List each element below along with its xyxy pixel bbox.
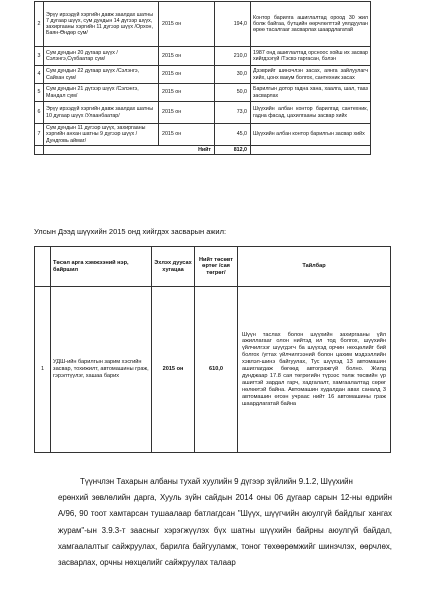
paragraph-rest: ерөнхий зөвлөлийн дарга, Хууль зүйн сайдын 2014 оны 06 дугаар сарын 12-ны өдрийн А/96, 90 тоот хамтарсан тушаалаар батлагдсан "Шүүх, шүүгчийн аюулгүй байдлыг хангах журам"-ын 3.9.3-т заасныг хэрэгжүүлэх бүх шатны шүүхийн байрны аюулгүй байдал, хамгаалалтыг сайжруулах, барилга байгууламж, тоног төхөөрөмжийг шинэчлэх, өөрчлөх, засварлах, орчны нөхцөлийг сайжруулах талаар [58,493,392,568]
header-project-name: Төсөл арга хэмжээний нэр, байршил [51,247,152,287]
project-note: Шүүн таслах болон шүүхийн захиргааны үйл ажиллагааг олон нийтэд ил тод болгох, шүүхийн үйлчилгээг шүүгдэгч ба шүүхэд орчин нөхцөлийг бий болгох /угтах үйлчилгээний болон цахим мэдээллийн хэвлэл-шинэ байгуулах, Тус шүүхэд 13 автомашин ашиглагдаж бөгөөд автогражгүй болно. Жилд дунджаар 17.8 сая төгрөгийн түрээс төлж төсвийн үр ашигтэй зардал гарч, хадгалалт, хамгаалалтад сөрөг нөлөөтэй байна. Автомашин худалдан авах саналд 3 автомашин өгсөн учраас нийт 16 автомашины граж шаардлагатай байна [238,287,391,453]
table-row [35,47,371,66]
row-number: 7 [35,124,44,146]
renovation-table [34,1,371,155]
amount: 30,0 [215,66,251,84]
project-period: 2015 он [152,287,195,453]
section-heading: Улсын Дээд шүүхийн 2015 онд хийгдэх засварын ажил: [34,227,227,236]
header-no [35,247,51,287]
organization: Сум дундын 20 дугаар шүүх /Сэлэнгэ,Сүхбаатар сум/ [44,47,159,66]
description: Дээврийг шинэчлэн засах, аянга зайлуулагч хийх, цонх вакум болгох, сантехник засах [251,66,371,84]
amount: 73,0 [215,102,251,124]
organization: Эрүү ирээдүй хэргийн давж заалдах шатны 7 дугаар шүүх, сум дундын 14 дүгээр шүүх, захиргааны хэргийн 11 дүгээр шүүх /Орхон, Баян-Өндөр сум/ [44,2,159,47]
paragraph-first-line: Түүнчлэн Тахарын албаны тухай хуулийн 9 дүгээр зүйлийн 9.1.2, Шүүхийн [80,477,353,486]
row-number: 1 [35,287,51,453]
row-number: 5 [35,84,44,102]
table-row [35,2,371,47]
organization: Сум дундын 11 дүгээр шүүх, захиргааны хэргийн анхан шатны 9 дүгээр шүүх /Дундговь аймаг/ [44,124,159,146]
description: Шүүхийн албан контор барилгын засвар хийх [251,124,371,146]
amount: 210,0 [215,47,251,66]
header-total-cost: Нийт төсөвт өртөг /сая төгрөг/ [195,247,238,287]
amount: 194,0 [215,2,251,47]
table-row [35,66,371,84]
year: 2015 он [159,66,215,84]
organization: Сум дундын 22 дугаар шүүх /Сэлэнгэ, Сайхан сум/ [44,66,159,84]
year: 2015 он [159,47,215,66]
header-start-end: Эхлэх дуусах хугацаа [152,247,195,287]
table-row [35,102,371,124]
amount: 45,0 [215,124,251,146]
description: 1987 онд ашиглалтад орсноос хойш их засвар хийгдээгүй /Тэсвэ гаргасан, бэлэн [251,47,371,66]
organization: Сум дундын 21 дүгээр шүүх /Сэлэнгэ, Мандал сум/ [44,84,159,102]
amount: 50,0 [215,84,251,102]
supreme-court-renovation-table [34,246,391,453]
total-empty [251,146,371,155]
table-row [35,124,371,146]
total-label: Нийт [44,146,215,155]
body-paragraph [58,474,392,571]
table-header-row [35,247,391,287]
row-number: 6 [35,102,44,124]
total-blank [35,146,44,155]
year: 2015 он [159,2,215,47]
year: 2015 он [159,84,215,102]
table-row [35,287,391,453]
table-row [35,84,371,102]
project-cost: 610,0 [195,287,238,453]
description: Барилгын дотор гадна хана, хаалга, шал, тааз засварлах [251,84,371,102]
total-row [35,146,371,155]
year: 2015 он [159,102,215,124]
row-number: 4 [35,66,44,84]
row-number: 2 [35,2,44,47]
row-number: 3 [35,47,44,66]
project-name: УДШ-ийн барилгын зарим хэсгийн засвар, тохижилт, автомашины граж, гэрэлтүүлэг, хашаа барих [51,287,152,453]
year: 2015 он [159,124,215,146]
total-amount: 812,0 [215,146,251,155]
organization: Эрүү ирээдүй хэргийн давж заалдах шатны 10 дугаар шүүх /Улаанбаатар/ [44,102,159,124]
description: Шүүхийн албан контор барилгад сантехник, гадна фасад, цахилгааны засвар хийх [251,102,371,124]
description: Контор барилга ашиглалтад ороод 30 жил болж байгаа, бүтцийн өөрчлөлттэй уялдуулан өрөө тасалгааг засварлах шаардлагатай [251,2,371,47]
header-note: Тайлбар [238,247,391,287]
